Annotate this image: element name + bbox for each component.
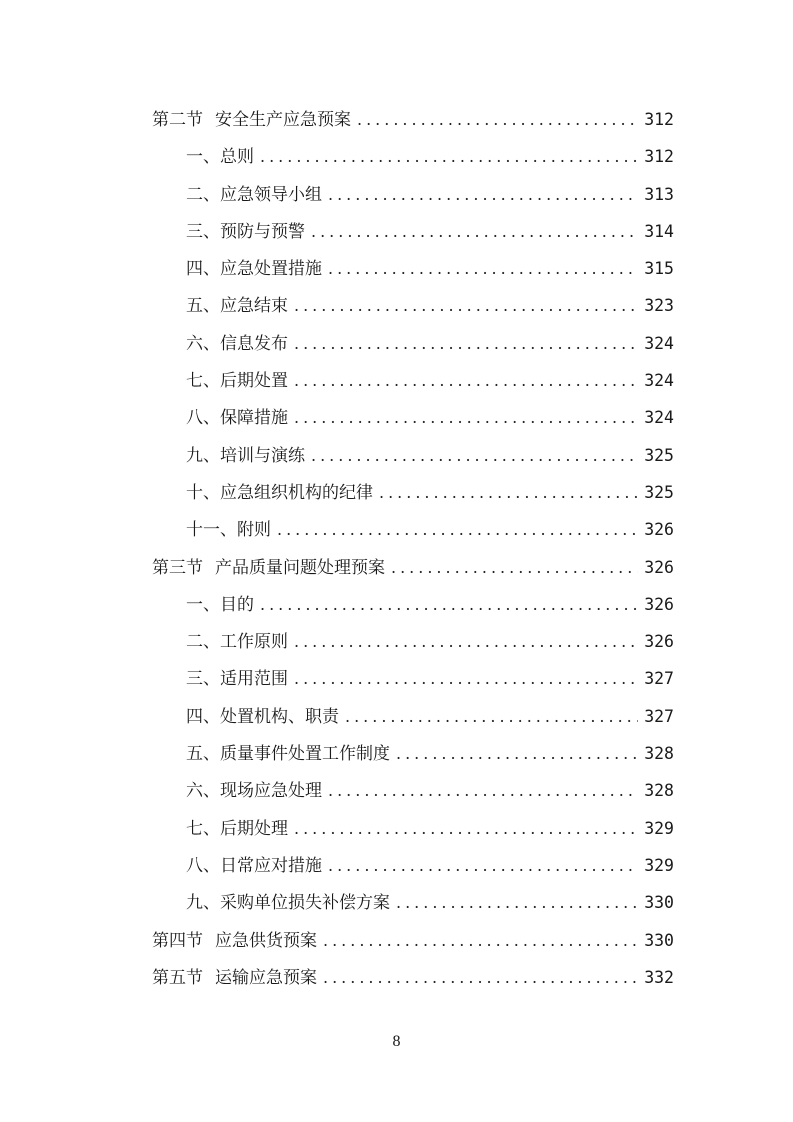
dot-leader xyxy=(345,698,638,735)
toc-entry-title xyxy=(186,139,254,176)
toc-entry-text: 七、后期处理 xyxy=(186,818,288,839)
toc-entry-title xyxy=(152,102,351,139)
toc-entry-text: 十、应急组织机构的纪律 xyxy=(186,482,373,503)
toc-section-number: 第五节 xyxy=(152,967,203,988)
toc-page-number: 327 xyxy=(644,706,674,726)
dot-leader xyxy=(294,660,638,697)
dot-leader xyxy=(294,287,638,324)
dot-leader xyxy=(323,959,638,996)
dot-leader xyxy=(311,437,638,474)
toc-page-number: 324 xyxy=(644,408,674,428)
toc-page-number: 312 xyxy=(644,110,674,129)
toc-subsection-entry[interactable] xyxy=(152,884,674,921)
toc-entry-text: 七、后期处置 xyxy=(186,371,288,392)
toc-entry-title xyxy=(186,587,254,624)
toc-entry-title xyxy=(186,214,305,251)
toc-entry-title xyxy=(186,363,288,400)
dot-leader xyxy=(396,735,638,772)
toc-entry-title xyxy=(152,550,385,587)
toc-page-number: 315 xyxy=(644,259,674,279)
toc-entry-title xyxy=(186,811,288,848)
toc-entry-text: 九、培训与演练 xyxy=(186,445,305,466)
toc-entry-title xyxy=(186,326,288,363)
toc-page-number: 323 xyxy=(644,296,674,316)
toc-page-number: 326 xyxy=(644,557,674,577)
toc-page-number: 327 xyxy=(644,669,674,689)
toc-entry-text: 应急供货预案 xyxy=(215,930,317,951)
dot-leader xyxy=(328,772,638,809)
toc-page-number: 325 xyxy=(644,445,674,465)
toc-entry-text: 三、适用范围 xyxy=(186,669,288,690)
toc-entry-title xyxy=(186,736,390,773)
toc-section-entry[interactable] xyxy=(152,922,674,959)
dot-leader xyxy=(323,922,638,959)
toc-subsection-entry[interactable] xyxy=(152,213,674,250)
toc-entry-text: 十一、附则 xyxy=(186,520,271,541)
toc-page-number: 324 xyxy=(644,371,674,391)
toc-subsection-entry[interactable] xyxy=(152,287,674,324)
dot-leader xyxy=(396,884,638,921)
toc-page-number: 324 xyxy=(644,333,674,353)
toc-page-number: 332 xyxy=(644,967,674,987)
dot-leader xyxy=(391,549,638,586)
toc-entry-title xyxy=(186,400,288,437)
dot-leader xyxy=(294,399,638,436)
toc-page-number: 326 xyxy=(644,632,674,652)
toc-entry-title xyxy=(152,960,317,997)
toc-page-number: 329 xyxy=(644,855,674,875)
toc-entry-text: 五、质量事件处置工作制度 xyxy=(186,744,390,765)
toc-subsection-entry[interactable] xyxy=(152,772,674,809)
toc-page-number: 330 xyxy=(644,893,674,913)
toc-entry-text: 九、采购单位损失补偿方案 xyxy=(186,893,390,914)
toc-subsection-entry[interactable] xyxy=(152,810,674,847)
toc-page-number: 330 xyxy=(644,930,674,950)
page-number: 8 xyxy=(392,1033,401,1050)
toc-entry-title xyxy=(186,438,305,475)
toc-section-entry[interactable] xyxy=(152,101,674,138)
toc-subsection-entry[interactable] xyxy=(152,362,674,399)
dot-leader xyxy=(294,325,638,362)
toc-section-number: 第三节 xyxy=(152,557,203,578)
toc-entry-title xyxy=(186,661,288,698)
toc-section-entry[interactable] xyxy=(152,549,674,586)
toc-entry-text: 一、目的 xyxy=(186,594,254,615)
table-of-contents xyxy=(152,101,674,996)
toc-entry-title xyxy=(152,923,317,960)
toc-entry-text: 运输应急预案 xyxy=(215,967,317,988)
toc-entry-title xyxy=(186,885,390,922)
toc-subsection-entry[interactable] xyxy=(152,325,674,362)
toc-subsection-entry[interactable] xyxy=(152,474,674,511)
toc-section-number: 第二节 xyxy=(152,110,203,130)
dot-leader xyxy=(357,101,638,138)
toc-page-number: 314 xyxy=(644,221,674,241)
toc-page-number: 328 xyxy=(644,781,674,801)
toc-subsection-entry[interactable] xyxy=(152,511,674,548)
toc-subsection-entry[interactable] xyxy=(152,698,674,735)
toc-entry-text: 产品质量问题处理预案 xyxy=(215,557,385,578)
toc-entry-text: 三、预防与预警 xyxy=(186,221,305,242)
toc-page-number: 328 xyxy=(644,744,674,764)
toc-subsection-entry[interactable] xyxy=(152,623,674,660)
dot-leader xyxy=(294,623,638,660)
toc-subsection-entry[interactable] xyxy=(152,437,674,474)
toc-entry-text: 四、应急处置措施 xyxy=(186,259,322,280)
dot-leader xyxy=(328,250,638,287)
toc-entry-text: 一、总则 xyxy=(186,147,254,168)
toc-entry-title xyxy=(186,699,339,736)
toc-entry-text: 八、日常应对措施 xyxy=(186,855,322,876)
toc-page-number: 325 xyxy=(644,482,674,502)
toc-entry-title xyxy=(186,848,322,885)
toc-entry-title xyxy=(186,773,322,810)
dot-leader xyxy=(379,474,638,511)
toc-entry-text: 二、工作原则 xyxy=(186,632,288,653)
toc-subsection-entry[interactable] xyxy=(152,586,674,623)
dot-leader xyxy=(328,847,638,884)
toc-entry-title xyxy=(186,512,271,549)
toc-section-number: 第四节 xyxy=(152,930,203,951)
dot-leader xyxy=(260,138,638,175)
toc-section-entry[interactable] xyxy=(152,959,674,996)
toc-entry-title xyxy=(186,177,322,214)
toc-entry-text: 六、现场应急处理 xyxy=(186,781,322,802)
toc-page-number: 313 xyxy=(644,184,674,204)
toc-page-number: 326 xyxy=(644,520,674,540)
dot-leader xyxy=(311,213,638,250)
toc-page-number: 312 xyxy=(644,147,674,167)
toc-page-number: 329 xyxy=(644,818,674,838)
toc-entry-title xyxy=(186,475,373,512)
toc-subsection-entry[interactable] xyxy=(152,250,674,287)
toc-subsection-entry[interactable] xyxy=(152,138,674,175)
toc-entry-text: 六、信息发布 xyxy=(186,333,288,354)
toc-entry-title xyxy=(186,251,322,288)
toc-entry-text: 二、应急领导小组 xyxy=(186,184,322,205)
toc-subsection-entry[interactable] xyxy=(152,847,674,884)
toc-page-number: 326 xyxy=(644,594,674,614)
toc-entry-text: 四、处置机构、职责 xyxy=(186,706,339,727)
toc-subsection-entry[interactable] xyxy=(152,399,674,436)
toc-subsection-entry[interactable] xyxy=(152,660,674,697)
toc-subsection-entry[interactable] xyxy=(152,176,674,213)
dot-leader xyxy=(294,810,638,847)
toc-entry-title xyxy=(186,624,288,661)
toc-entry-text: 五、应急结束 xyxy=(186,296,288,317)
dot-leader xyxy=(294,362,638,399)
toc-entry-text: 八、保障措施 xyxy=(186,408,288,429)
dot-leader xyxy=(328,176,638,213)
dot-leader xyxy=(277,511,638,548)
toc-entry-text: 安全生产应急预案 xyxy=(215,110,351,130)
toc-entry-title xyxy=(186,288,288,325)
toc-subsection-entry[interactable] xyxy=(152,735,674,772)
dot-leader xyxy=(260,586,638,623)
